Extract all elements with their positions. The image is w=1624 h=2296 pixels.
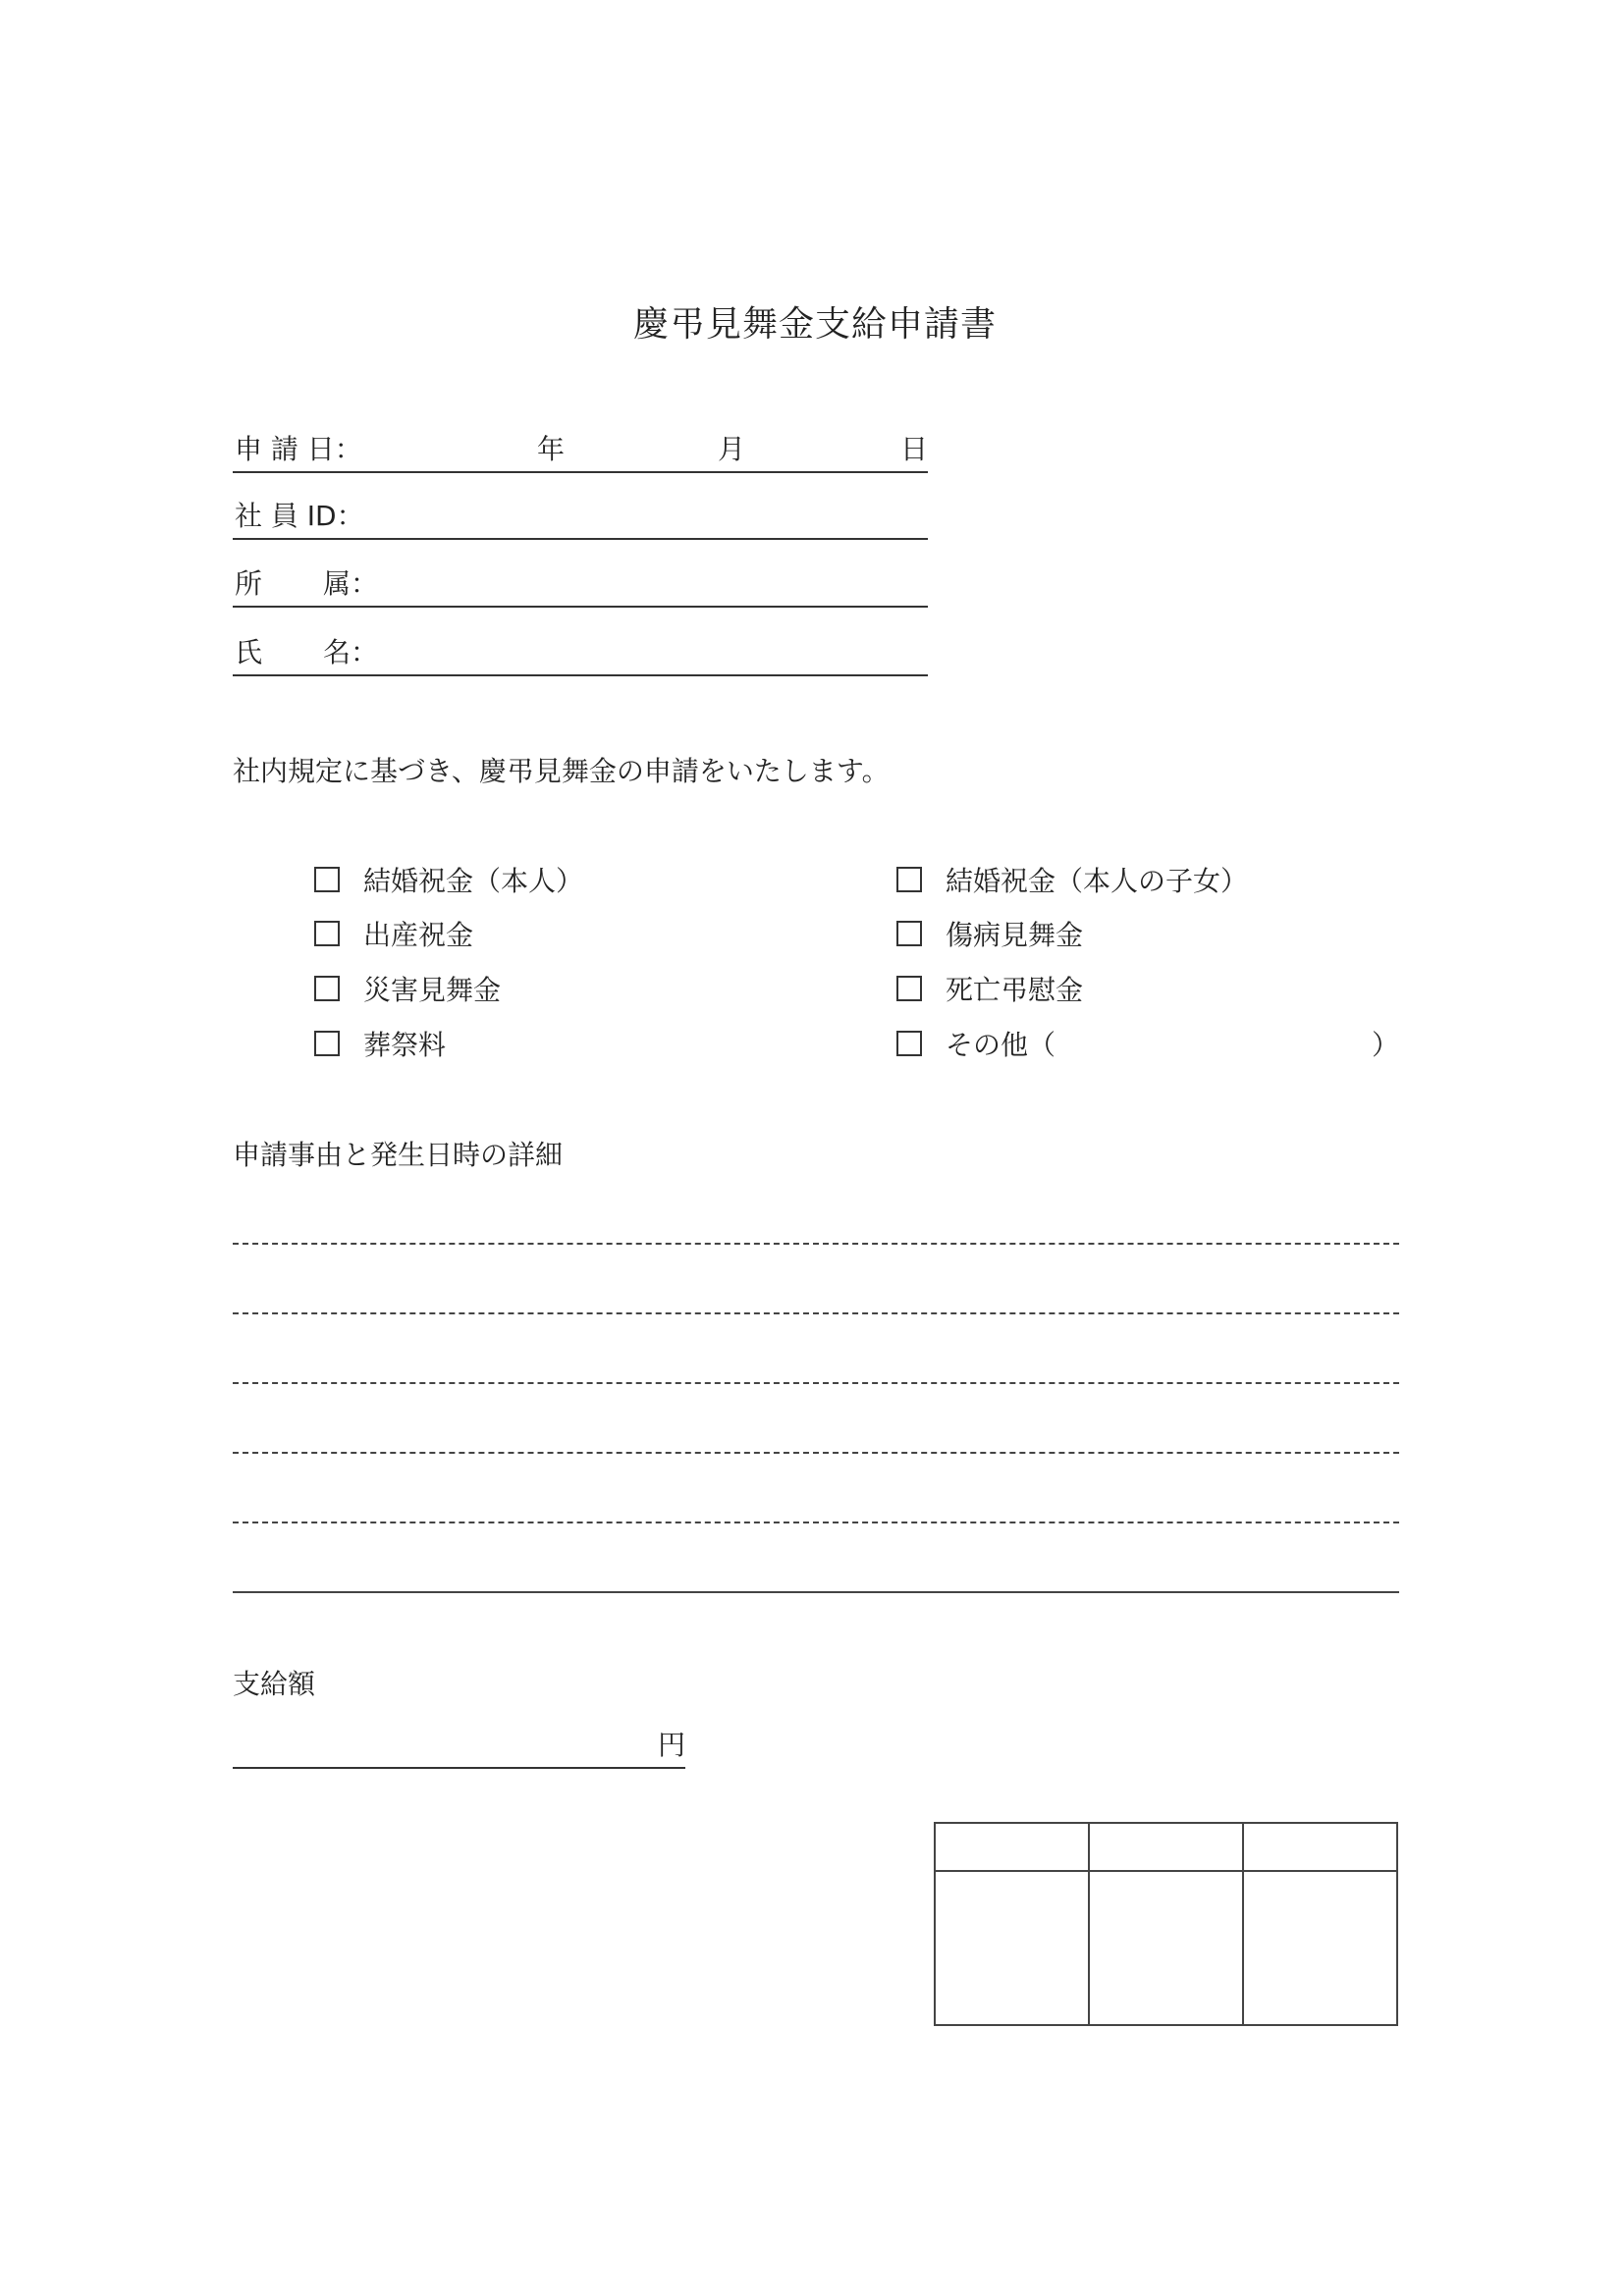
year-label: 年: [537, 433, 566, 465]
option-wedding-self[interactable]: [314, 860, 583, 899]
option-label: 葬祭料: [363, 1029, 447, 1061]
option-disaster[interactable]: [314, 969, 501, 1008]
option-funeral[interactable]: [314, 1024, 446, 1063]
approval-header-cell: [1089, 1823, 1243, 1871]
department-field[interactable]: [233, 562, 928, 608]
application-date-field[interactable]: [233, 428, 928, 473]
close-paren: ）: [1371, 1029, 1399, 1061]
option-other[interactable]: [896, 1024, 1399, 1063]
option-label: 死亡弔慰金: [946, 974, 1084, 1006]
option-label: 出産祝金: [363, 919, 474, 951]
option-birth[interactable]: [314, 914, 473, 953]
approval-header-cell: [1243, 1823, 1397, 1871]
approval-stamp-table: [934, 1822, 1398, 2026]
option-label: 結婚祝金（本人の子女）: [946, 865, 1249, 897]
checkbox[interactable]: [896, 976, 922, 1001]
details-line[interactable]: [233, 1312, 1399, 1314]
option-wedding-child[interactable]: [896, 860, 1248, 899]
checkbox[interactable]: [896, 921, 922, 946]
amount-field[interactable]: [233, 1724, 685, 1769]
name-label-b: 名：: [323, 636, 379, 668]
yen-unit: 円: [657, 1729, 685, 1761]
name-field[interactable]: [233, 631, 928, 676]
approval-stamp-cell[interactable]: [1243, 1871, 1397, 2025]
option-label: 結婚祝金（本人）: [363, 865, 584, 897]
details-bottom-line: [233, 1591, 1399, 1593]
details-line[interactable]: [233, 1452, 1399, 1454]
employee-id-field[interactable]: [233, 495, 928, 540]
day-label: 日: [900, 433, 929, 465]
approval-header-cell: [935, 1823, 1089, 1871]
document-title: 慶弔見舞金支給申請書: [632, 304, 997, 345]
checkbox[interactable]: [314, 1031, 340, 1056]
application-date-label: 申 請 日：: [235, 433, 362, 465]
name-label-a: 氏: [235, 636, 263, 668]
department-label-a: 所: [235, 567, 263, 600]
checkbox[interactable]: [896, 867, 922, 892]
option-label: 災害見舞金: [363, 974, 502, 1006]
option-injury-illness[interactable]: [896, 914, 1083, 953]
checkbox[interactable]: [314, 921, 340, 946]
statement-text: 社内規定に基づき、慶弔見舞金の申請をいたします。: [233, 755, 890, 787]
approval-stamp-cell[interactable]: [1089, 1871, 1243, 2025]
option-label: その他（: [946, 1029, 1056, 1061]
department-label-b: 属：: [323, 567, 379, 600]
amount-heading: 支給額: [233, 1668, 316, 1700]
checkbox[interactable]: [896, 1031, 922, 1056]
details-heading: 申請事由と発生日時の詳細: [233, 1139, 564, 1171]
checkbox[interactable]: [314, 976, 340, 1001]
details-line[interactable]: [233, 1243, 1399, 1245]
details-line[interactable]: [233, 1382, 1399, 1384]
checkbox[interactable]: [314, 867, 340, 892]
approval-stamp-cell[interactable]: [935, 1871, 1089, 2025]
option-condolence[interactable]: [896, 969, 1083, 1008]
employee-id-label: 社 員 ID：: [235, 500, 364, 532]
option-label: 傷病見舞金: [946, 919, 1084, 951]
details-line[interactable]: [233, 1522, 1399, 1523]
month-label: 月: [718, 433, 746, 465]
